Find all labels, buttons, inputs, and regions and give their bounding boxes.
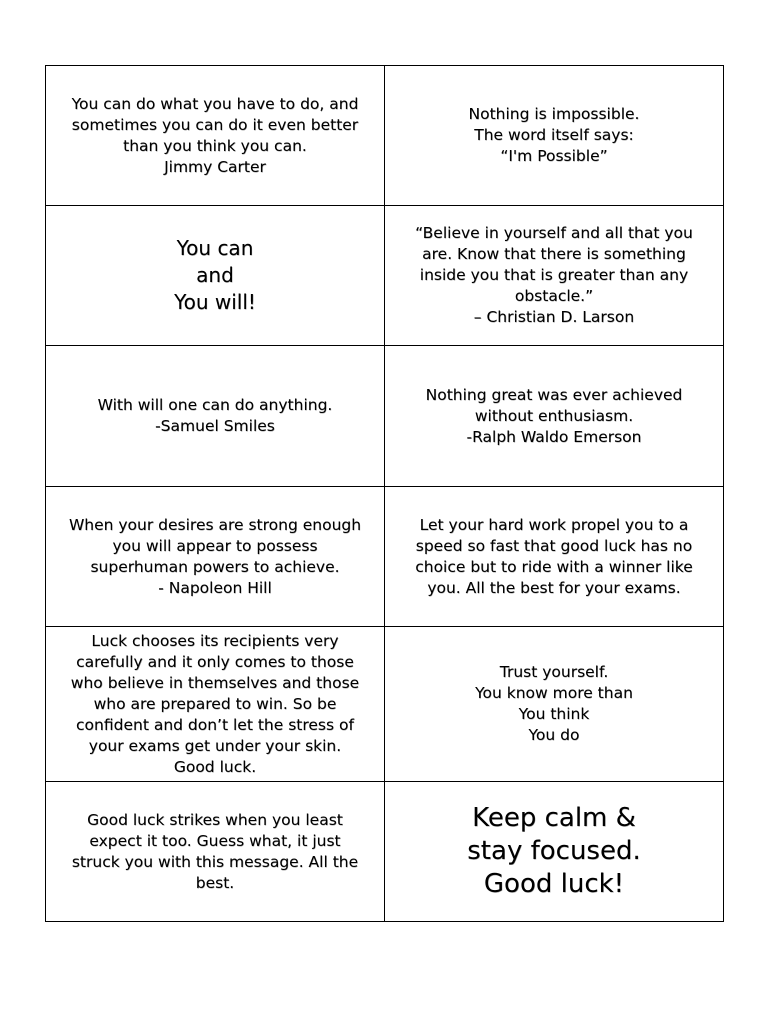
- quote-text: Keep calm & stay focused. Good luck!: [467, 803, 641, 899]
- quote-card: [46, 66, 385, 206]
- quote-card: [385, 487, 724, 627]
- quote-text: When your desires are strong enough you will appear to possess superhuman powers to achieve. - Napoleon Hill: [68, 515, 362, 597]
- quote-card-grid: [45, 65, 724, 922]
- card-row: [46, 206, 724, 346]
- quote-text: Luck chooses its recipients very carefully and it only comes to those who believe in themselves and those who are prepared to win. So be confident and don’t let the stress of your exams get under your skin. Good luck.: [70, 631, 360, 776]
- card-row: [46, 782, 724, 922]
- card-row: [46, 627, 724, 782]
- quote-text: Trust yourself. You know more than You think You do: [475, 663, 633, 744]
- quote-card: [385, 782, 724, 922]
- quote-card: [385, 346, 724, 487]
- quote-card: [46, 206, 385, 346]
- card-row: [46, 487, 724, 627]
- quote-card: [385, 206, 724, 346]
- quote-text: Let your hard work propel you to a speed so fast that good luck has no choice but to ride with a winner like you. All the best for your exams.: [415, 515, 693, 597]
- card-row: [46, 346, 724, 487]
- quote-card: [385, 66, 724, 206]
- quote-text: You can do what you have to do, and sometimes you can do it even better than you think you can. Jimmy Carter: [71, 94, 359, 176]
- quote-text: Nothing great was ever achieved without enthusiasm. -Ralph Waldo Emerson: [425, 385, 683, 446]
- quote-text: With will one can do anything. -Samuel Smiles: [97, 396, 333, 435]
- quote-text: Nothing is impossible. The word itself says: “I'm Possible”: [468, 105, 640, 165]
- quote-card: [385, 627, 724, 782]
- quote-card: [46, 782, 385, 922]
- quote-text: Good luck strikes when you least expect it too. Guess what, it just struck you with this message. All the best.: [71, 810, 359, 892]
- quote-card: [46, 346, 385, 487]
- quote-card: [46, 487, 385, 627]
- card-row: [46, 66, 724, 206]
- quote-text: “Believe in yourself and all that you are. Know that there is something inside you that is greater than any obstacle.” – Christian D. Larson: [415, 224, 693, 326]
- quote-text: You can and You will!: [174, 236, 256, 314]
- quote-card: [46, 627, 385, 782]
